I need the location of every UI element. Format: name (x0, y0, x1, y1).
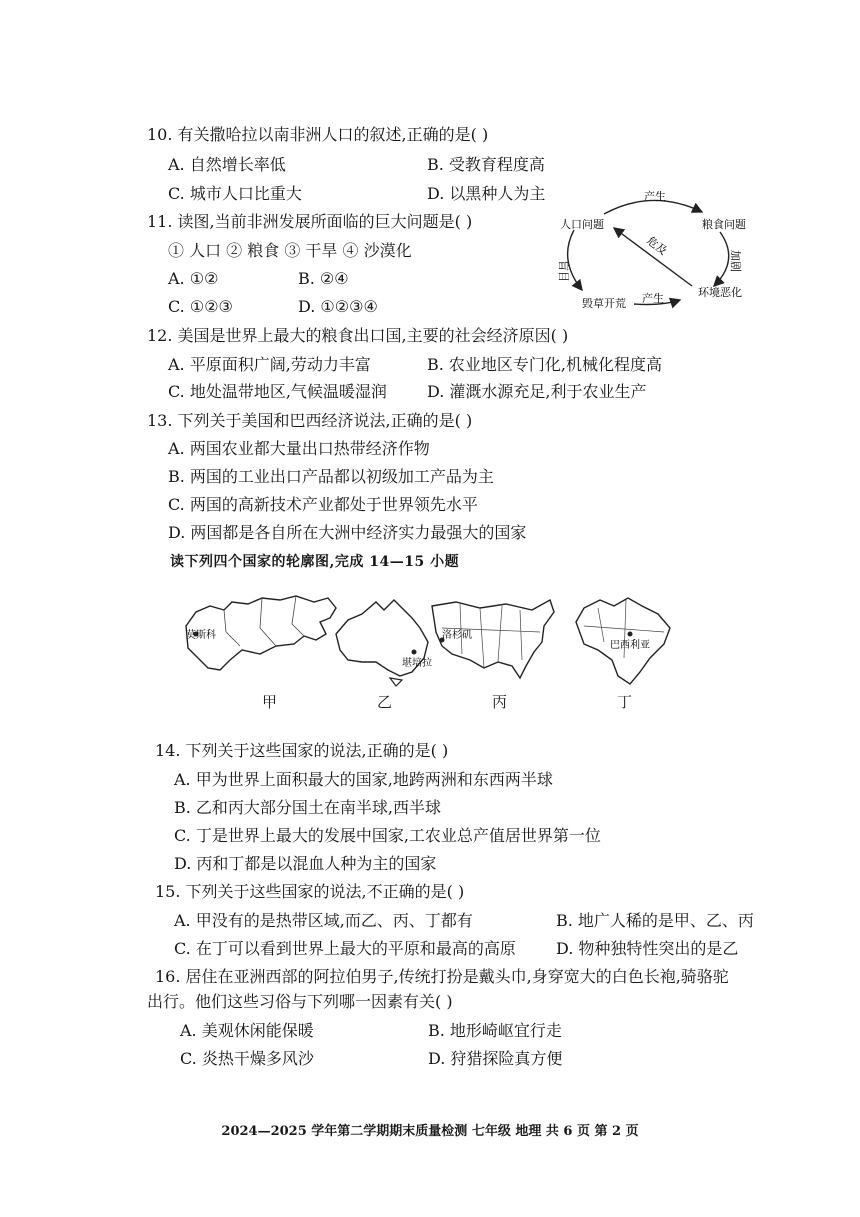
arrow-food-to-environment (714, 232, 729, 286)
q16-option-a: A. 美观休闲能保暖 (180, 1021, 314, 1040)
q13-option-c: C. 两国的高新技术产业都处于世界领先水平 (168, 495, 478, 514)
problem-cycle-diagram (552, 190, 764, 314)
q13-option-a: A. 两国农业都大量出口热带经济作物 (168, 439, 430, 458)
map-label-ding: 丁 (617, 693, 633, 711)
node-food: 粮食问题 (702, 218, 746, 231)
q13-stem: 13. 下列关于美国和巴西经济说法,正确的是( ) (147, 411, 473, 430)
map-jia-russia (186, 596, 336, 670)
q14-option-a: A. 甲为世界上面积最大的国家,地跨两洲和东西两半球 (174, 770, 553, 789)
q15-option-b: B. 地广人稀的是甲、乙、丙 (556, 911, 754, 930)
q16-option-b: B. 地形崎岖宜行走 (428, 1021, 562, 1040)
q16-stem-line2: 出行。他们这些习俗与下列哪一因素有关( ) (147, 992, 453, 1011)
map-bing-usa (432, 600, 554, 678)
page-footer: 2024—2025 学年第二学期期末质量检测 七年级 地理 共 6 页 第 2 页 (221, 1124, 639, 1139)
node-reclaim: 毁草开荒 (582, 297, 626, 310)
q14-option-c: C. 丁是世界上最大的发展中国家,工农业总产值居世界第一位 (174, 826, 601, 845)
q16-option-d: D. 狩猎探险真方便 (428, 1049, 563, 1068)
q15-option-c: C. 在丁可以看到世界上最大的平原和最高的高原 (174, 939, 516, 958)
q16-option-c: C. 炎热干燥多风沙 (180, 1049, 314, 1068)
q16-stem-line1: 16. 居住在亚洲西部的阿拉伯男子,传统打扮是戴头巾,身穿宽大的白色长袍,骑骆驼 (155, 967, 729, 986)
map-yi-australia (336, 600, 432, 686)
q11-stem: 11. 读图,当前非洲发展所面临的巨大问题是( ) (147, 212, 473, 231)
q12-option-a: A. 平原面积广阔,劳动力丰富 (168, 355, 371, 374)
edge-danger: 危及 (644, 234, 670, 258)
node-environment: 环境恶化 (698, 286, 742, 299)
q11-items: ① 人口 ② 粮食 ③ 干旱 ④ 沙漠化 (168, 241, 412, 260)
q12-option-b: B. 农业地区专门化,机械化程度高 (427, 355, 663, 374)
q12-option-c: C. 地处温带地区,气候温暖湿润 (168, 382, 387, 401)
q14-option-b: B. 乙和丙大部分国土在南半球,西半球 (174, 798, 442, 817)
edge-blind: 盲目 (557, 260, 570, 282)
q12-stem: 12. 美国是世界上最大的粮食出口国,主要的社会经济原因( ) (147, 326, 569, 345)
q15-stem: 15. 下列关于这些国家的说法,不正确的是( ) (155, 882, 465, 901)
edge-aggravate: 加剧 (729, 250, 742, 272)
q15-option-a: A. 甲没有的是热带区域,而乙、丙、丁都有 (174, 911, 473, 930)
city-los-angeles: 洛杉矶 (442, 630, 472, 641)
q13-option-d: D. 两国都是各自所在大洲中经济实力最强大的国家 (168, 523, 527, 542)
city-moscow: 莫斯科 (186, 630, 216, 641)
q12-option-d: D. 灌溉水源充足,利于农业生产 (427, 382, 647, 401)
q11-option-d: D. ①②③④ (298, 297, 378, 316)
city-canberra: 堪培拉 (402, 658, 432, 669)
map-label-jia: 甲 (262, 693, 278, 711)
map-label-bing: 丙 (492, 693, 508, 711)
map-ding-brazil (576, 598, 670, 684)
q10-option-b: B. 受教育程度高 (427, 155, 545, 174)
node-population: 人口问题 (560, 218, 604, 231)
q10-stem: 10. 有关撒哈拉以南非洲人口的叙述,正确的是( ) (147, 125, 489, 144)
map-instruction: 读下列四个国家的轮廓图,完成 14—15 小题 (170, 554, 460, 570)
q14-option-d: D. 丙和丁都是以混血人种为主的国家 (174, 854, 437, 873)
edge-produce-bottom: 产生 (642, 292, 664, 305)
q11-option-c: C. ①②③ (168, 297, 233, 316)
map-label-yi: 乙 (377, 693, 393, 711)
q10-option-c: C. 城市人口比重大 (168, 184, 302, 203)
city-brasilia: 巴西利亚 (610, 640, 650, 651)
q14-stem: 14. 下列关于这些国家的说法,正确的是( ) (155, 741, 449, 760)
q11-option-b: B. ②④ (298, 269, 349, 288)
q15-option-d: D. 物种独特性突出的是乙 (556, 939, 739, 958)
edge-produce-top: 产生 (644, 190, 666, 203)
country-outline-maps (180, 588, 680, 688)
q11-option-a: A. ①② (168, 269, 219, 288)
q10-option-a: A. 自然增长率低 (168, 155, 286, 174)
q13-option-b: B. 两国的工业出口产品都以初级加工产品为主 (168, 467, 494, 486)
q10-option-d: D. 以黑种人为主 (427, 184, 546, 203)
